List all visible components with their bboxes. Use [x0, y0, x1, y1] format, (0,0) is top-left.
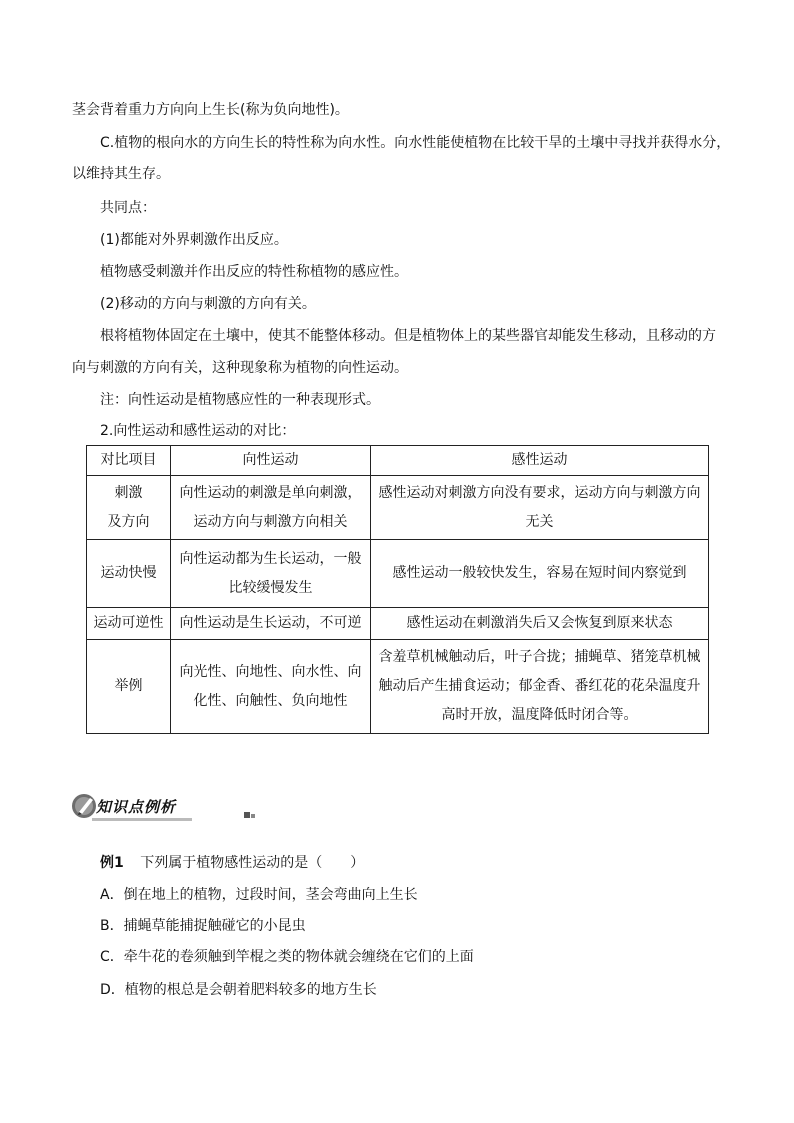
- table-cell-nastic: 感性运动一般较快发生，容易在短时间内察觉到: [371, 540, 709, 608]
- note-paragraph: 注：向性运动是植物感应性的一种表现形式。: [100, 392, 380, 408]
- option-b: B．捕蝇草能捕捉触碰它的小昆虫: [100, 918, 306, 934]
- section-banner-title: 知识点例析: [96, 798, 177, 816]
- table-cell-nastic: 含羞草机械触动后，叶子合拢；捕蝇草、猪笼草机械 触动后产生捕食运动；郁金香、番红花的花朵温度升 高时开放，温度降低时闭合等。: [371, 640, 709, 734]
- banner-square-mark-small: [251, 814, 255, 818]
- table-cell-item: 举例: [87, 640, 171, 734]
- paragraph-tropism-cont: 向与刺激的方向有关，这种现象称为植物的向性运动。: [72, 360, 408, 376]
- table-cell-item: 运动可逆性: [87, 608, 171, 640]
- table-cell-tropism: 向性运动是生长运动，不可逆: [171, 608, 371, 640]
- table-row: [87, 608, 709, 640]
- table-cell-nastic: 感性运动对刺激方向没有要求，运动方向与刺激方向 无关: [371, 476, 709, 540]
- example-question: [100, 853, 364, 873]
- option-d: D．植物的根总是会朝着肥料较多的地方生长: [100, 982, 377, 998]
- table-header-cell: 感性运动: [371, 446, 709, 476]
- comparison-table: [86, 445, 709, 734]
- table-cell-tropism: 向性运动都为生长运动，一般 比较缓慢发生: [171, 540, 371, 608]
- table-cell-item: 刺激 及方向: [87, 476, 171, 540]
- example-question-text: 下列属于植物感性运动的是（ ）: [140, 855, 365, 871]
- table-row: [87, 640, 709, 734]
- paragraph-negative-gravitropism: 茎会背着重力方向向上生长(称为负向地性)。: [72, 102, 349, 118]
- paragraph-tropism: 根将植物体固定在土壤中，使其不能整体移动。但是植物体上的某些器官却能发生移动，且移动的方: [100, 328, 716, 344]
- example-label: 例1: [100, 855, 124, 871]
- table-cell-tropism: 向光性、向地性、向水性、向 化性、向触性、负向地性: [171, 640, 371, 734]
- option-c: C．牵牛花的卷须触到竿棍之类的物体就会缠绕在它们的上面: [100, 949, 474, 965]
- table-cell-tropism: 向性运动的刺激是单向刺激， 运动方向与刺激方向相关: [171, 476, 371, 540]
- table-row: [87, 476, 709, 540]
- table-cell-nastic: 感性运动在刺激消失后又会恢复到原来状态: [371, 608, 709, 640]
- paragraph-hydrotropism-cont: 以维持其生存。: [72, 166, 170, 182]
- paragraph-hydrotropism: C.植物的根向水的方向生长的特性称为向水性。向水性能使植物在比较干旱的土壤中寻找并获得水分，: [100, 135, 731, 151]
- table-header-row: [87, 446, 709, 476]
- banner-square-mark: [244, 812, 250, 818]
- banner-underline: [92, 818, 192, 821]
- heading-common-points: 共同点：: [100, 200, 156, 216]
- common-point-1: (1)都能对外界刺激作出反应。: [100, 232, 288, 248]
- table-header-cell: 对比项目: [87, 446, 171, 476]
- option-a: A．倒在地上的植物，过段时间，茎会弯曲向上生长: [100, 887, 418, 903]
- common-point-2: (2)移动的方向与刺激的方向有关。: [100, 296, 316, 312]
- table-cell-item: 运动快慢: [87, 540, 171, 608]
- table-row: [87, 540, 709, 608]
- paragraph-sensitivity: 植物感受刺激并作出反应的特性称植物的感应性。: [100, 264, 408, 280]
- table-header-cell: 向性运动: [171, 446, 371, 476]
- section-heading-comparison: 2.向性运动和感性运动的对比：: [100, 423, 296, 439]
- section-banner: [70, 790, 195, 826]
